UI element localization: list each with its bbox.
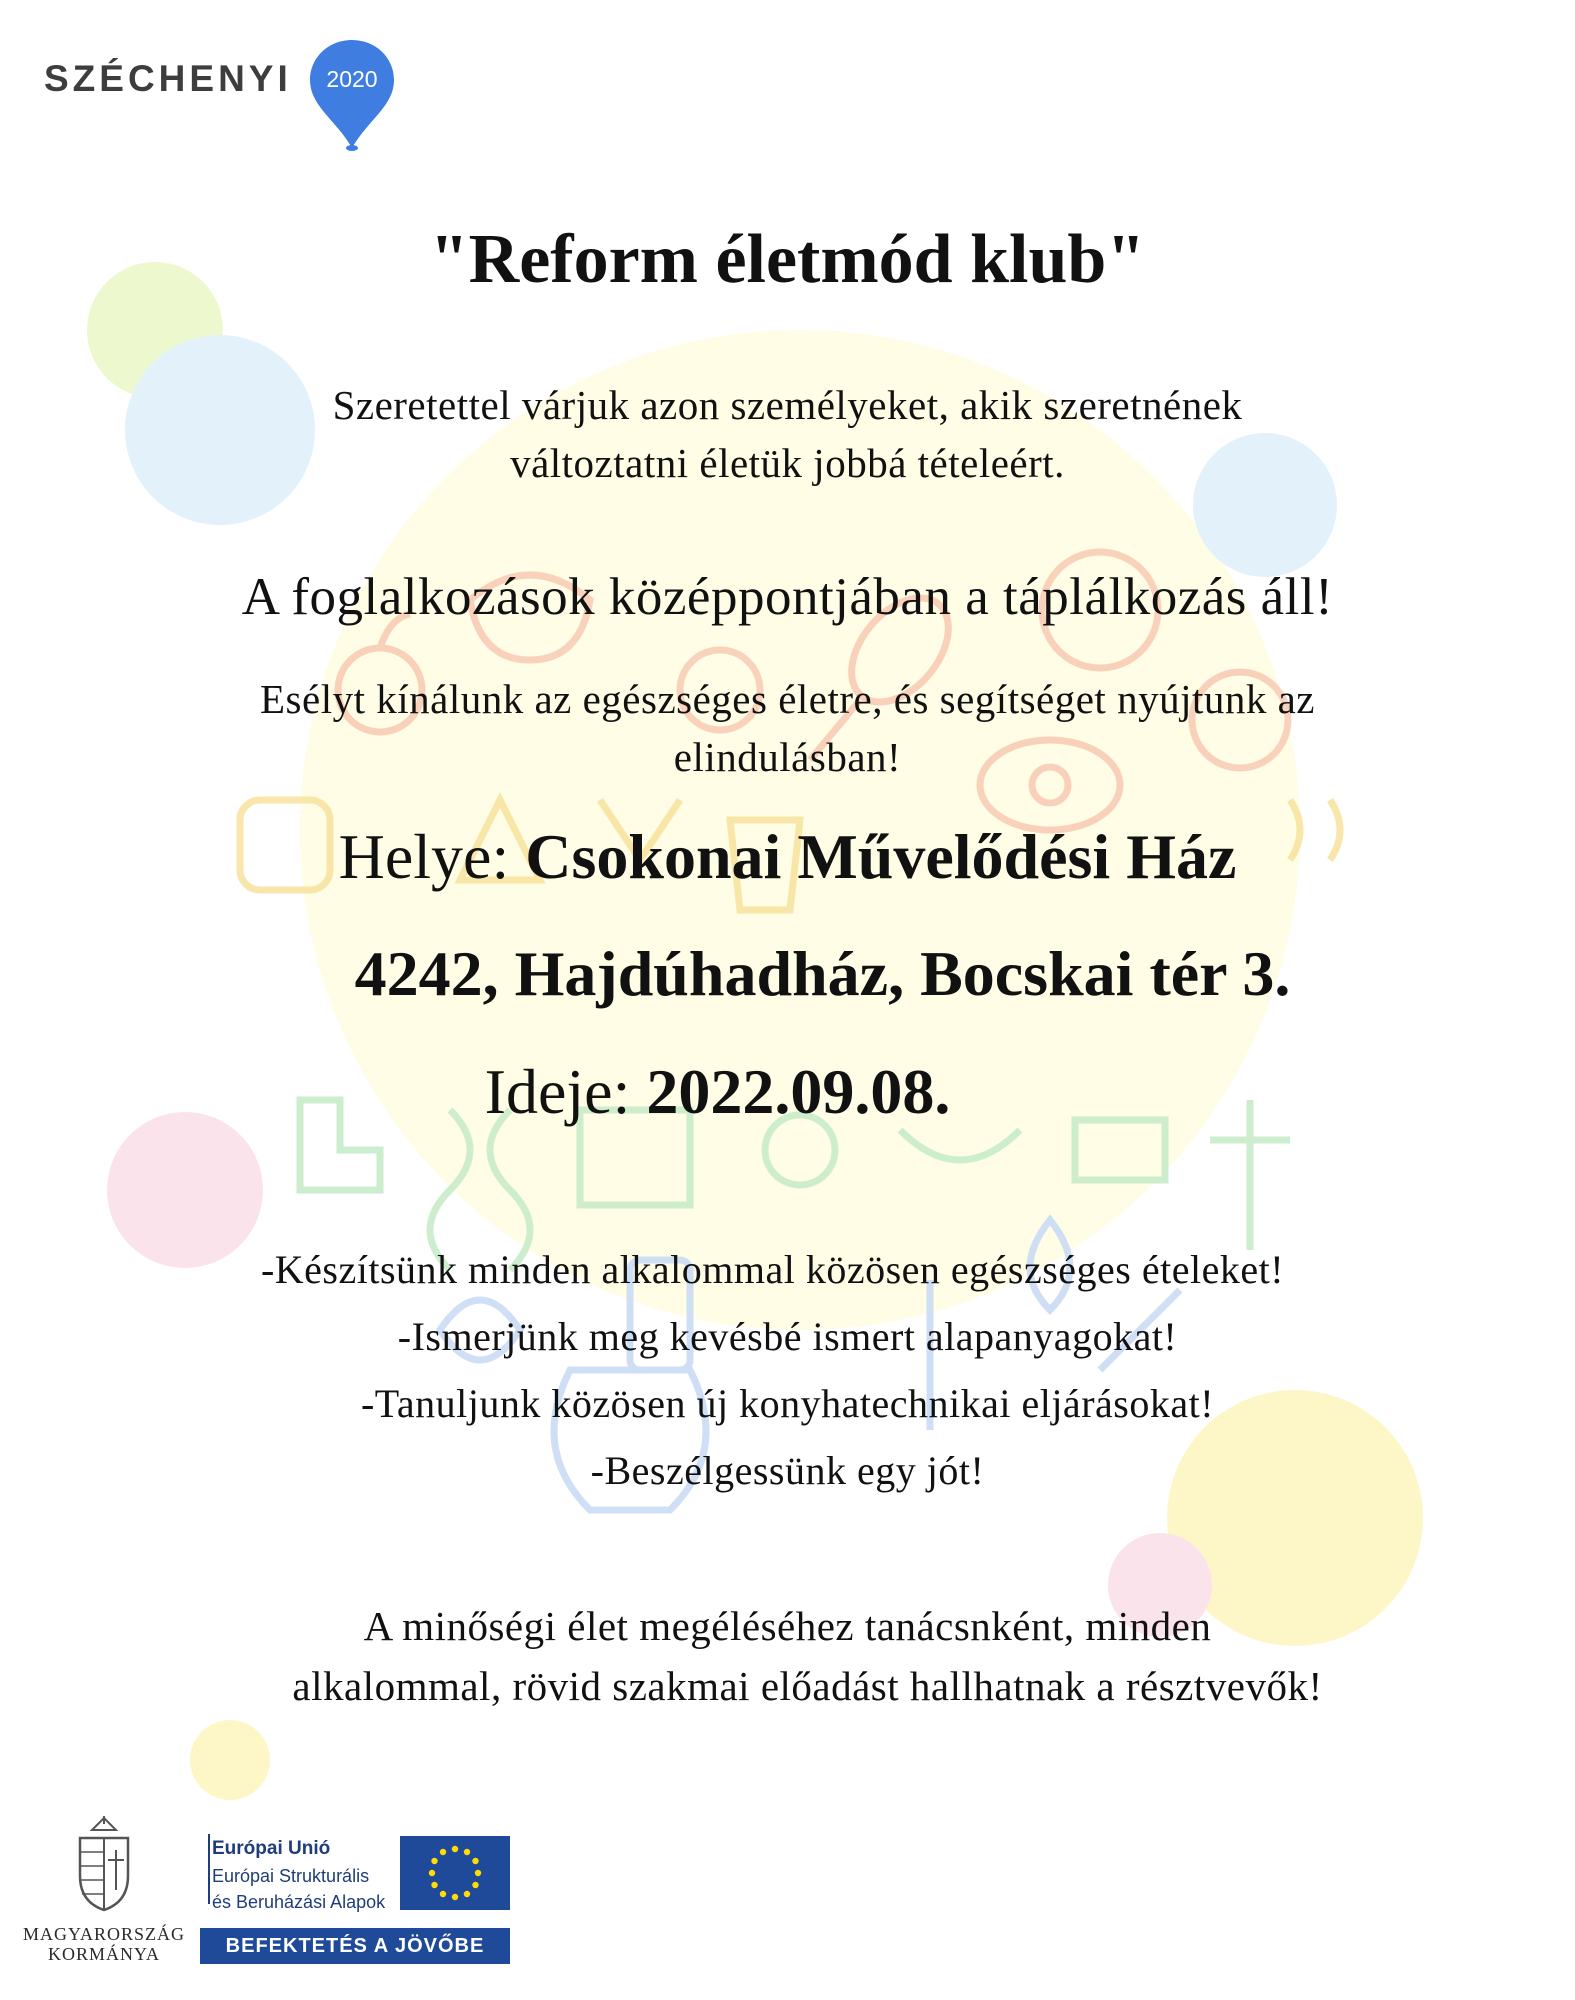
time-line — [0, 1055, 1575, 1129]
location-name: Csokonai Művelődési Ház — [525, 821, 1237, 892]
government-label — [22, 1924, 186, 1964]
location-label: Helye: — [338, 821, 526, 892]
intro-text — [0, 376, 1575, 492]
offer-text — [0, 670, 1575, 786]
intro-line: változtatni életük jobbá tételeért. — [510, 440, 1065, 486]
coat-of-arms-icon — [74, 1816, 134, 1912]
list-item: -Tanuljunk közösen új konyhatechnikai eljárásokat! — [360, 1381, 1215, 1426]
eu-title: Európai Unió — [212, 1838, 331, 1859]
eu-subtitle: és Beruházási Alapok — [212, 1892, 386, 1912]
szechenyi-2020-logo — [44, 36, 414, 152]
location-address: 4242, Hajdúhadház, Bocskai tér 3. — [354, 938, 1291, 1009]
intro-line: Szeretettel várjuk azon személyeket, akik szeretnének — [332, 382, 1243, 428]
offer-line: Esélyt kínálunk az egészséges életre, és segítséget nyújtunk az — [260, 676, 1315, 722]
offer-line: elindulásban! — [673, 734, 902, 780]
page-title: "Reform életmód klub" — [429, 221, 1146, 298]
eu-banner: BEFEKTETÉS A JÖVŐBE — [200, 1928, 510, 1964]
location-line — [0, 820, 1575, 894]
logo-text: SZÉCHENYI — [44, 58, 292, 99]
time-label: Ideje: — [484, 1056, 647, 1127]
map-pin-icon — [306, 36, 398, 152]
eu-subtitle: Európai Strukturális — [212, 1866, 370, 1886]
list-item: -Ismerjünk meg kevésbé ismert alapanyagokat! — [397, 1314, 1178, 1359]
decor-circle — [190, 1720, 270, 1800]
activity-list — [0, 1236, 1575, 1504]
time-date: 2022.09.08. — [646, 1056, 951, 1127]
focus-heading: A foglalkozások középpontjában a táplálkozás áll! — [241, 568, 1334, 626]
government-line: KORMÁNYA — [47, 1944, 160, 1964]
eu-divider — [208, 1834, 210, 1904]
list-item: -Beszélgessünk egy jót! — [590, 1448, 985, 1493]
closing-text — [0, 1596, 1575, 1716]
list-item: -Készítsünk minden alkalommal közösen egészséges ételeket! — [260, 1247, 1285, 1292]
closing-line: A minőségi élet megéléséhez tanácsnként, minden — [363, 1603, 1212, 1649]
closing-line: alkalommal, rövid szakmai előadást hallhatnak a résztvevők! — [292, 1663, 1323, 1709]
government-line: MAGYARORSZÁG — [22, 1924, 186, 1944]
eu-flag-icon — [400, 1836, 510, 1910]
logo-year: 2020 — [326, 66, 378, 92]
